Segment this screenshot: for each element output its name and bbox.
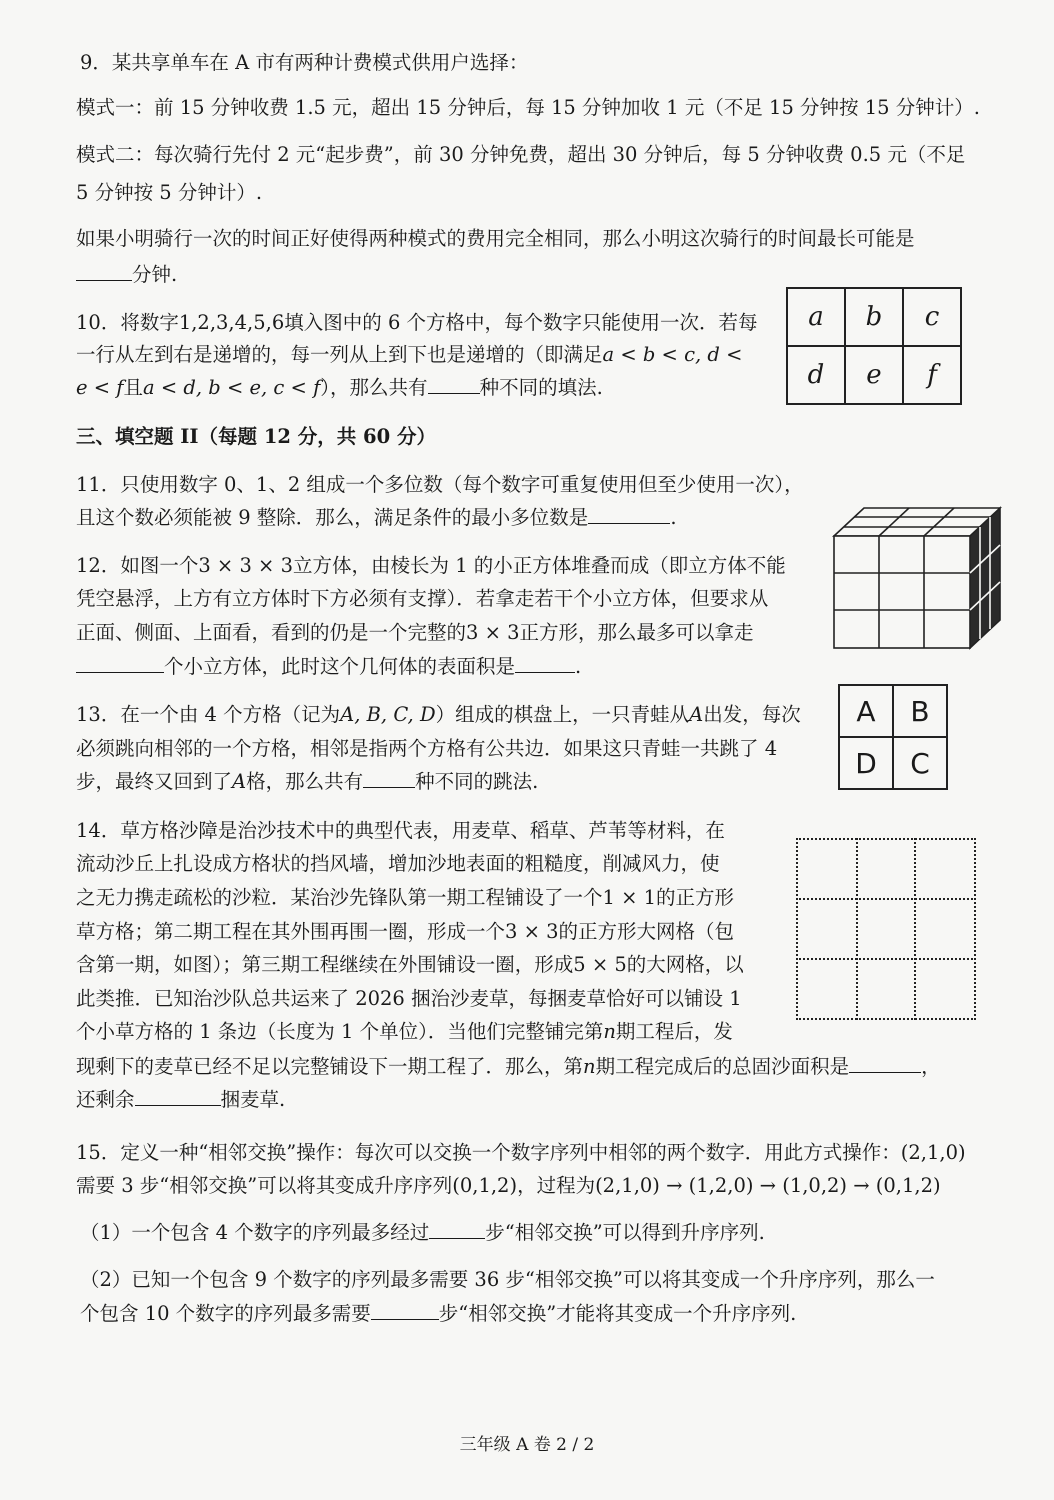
q15-part1: （1）一个包含 4 个数字的序列最多经过 步“相邻交换”可以得到升序序列. [80, 1221, 765, 1244]
q15-line2: 需要 3 步“相邻交换”可以将其变成升序序列(0,1,2)，过程为(2,1,0) → (1,2,0) → (1,0,2) → (0,1,2) [76, 1174, 941, 1197]
grid-cell: A [839, 685, 893, 737]
q13-line2: 必须跳向相邻的一个方格，相邻是指两个方格有公共边．如果这只青蛙一共跳了 4 [76, 737, 778, 760]
q10-line2: 一行从左到右是递增的，每一列从上到下也是递增的（即满足a < b < c, d < [76, 343, 743, 366]
q9-line6: 分钟. [76, 262, 177, 288]
q9-line2: 模式一：前 15 分钟收费 1.5 元，超出 15 分钟后，每 15 分钟加收 1 元（不足 15 分钟按 15 分钟计）. [76, 96, 980, 119]
q12-line3: 正面、侧面、上面看，看到的仍是一个完整的3 × 3正方形，那么最多可以拿走 [76, 621, 754, 644]
answer-blank[interactable] [849, 1054, 921, 1073]
q14-line3: 之无力携走疏松的沙粒．某治沙先锋队第一期工程铺设了一个1 × 1的正方形 [76, 886, 735, 909]
q14-line6: 此类推．已知治沙队总共运来了 2026 捆治沙麦草，每捆麦草恰好可以铺设 1 [76, 987, 742, 1010]
q10-line3: e < f且a < d, b < e, c < f），那么共有 种不同的填法. [76, 376, 603, 399]
q14-line5: 含第一期，如图）；第三期工程继续在外围铺设一圈，形成5 × 5的大网格，以 [76, 953, 744, 976]
q9-line1: 9．某共享单车在 A 市有两种计费模式供用户选择： [80, 51, 529, 74]
q10-line1: 10．将数字1,2,3,4,5,6填入图中的 6 个方格中，每个数字只能使用一次．若每 [76, 311, 758, 334]
answer-blank[interactable] [363, 769, 415, 788]
answer-blank[interactable] [515, 654, 575, 673]
grid-cell: C [893, 737, 947, 789]
q11-line2: 且这个数必须能被 9 整除．那么，满足条件的最小多位数是 . [76, 506, 677, 529]
q12-line1: 12．如图一个3 × 3 × 3立方体，由棱长为 1 的小正方体堆叠而成（即立方体不能 [76, 554, 786, 577]
q12-line2: 凭空悬浮，上方有立方体时下方必须有支撑）．若拿走若干个小立方体，但要求从 [76, 587, 769, 610]
answer-blank[interactable] [135, 1087, 221, 1106]
section-heading: 三、填空题 II（每题 12 分，共 60 分） [76, 425, 436, 448]
q14-line9: 还剩余 捆麦草. [76, 1088, 286, 1111]
q13-line1: 13．在一个由 4 个方格（记为A, B, C, D）组成的棋盘上，一只青蛙从A出发，每次 [76, 703, 801, 726]
grid-cell: e [845, 346, 903, 404]
page-footer: 三年级 A 卷 2 / 2 [459, 1435, 595, 1455]
grid-row-lines [796, 898, 976, 960]
q13-line3: 步，最终又回到了A格，那么共有 种不同的跳法. [76, 770, 539, 793]
answer-blank[interactable] [429, 1220, 485, 1239]
grid-cell: f [903, 346, 961, 404]
cube-3x3x3-figure [830, 502, 1010, 652]
grid-cell: D [839, 737, 893, 789]
grid-cell: a [787, 288, 845, 346]
q9-line5: 如果小明骑行一次的时间正好使得两种模式的费用完全相同，那么小明这次骑行的时间最长可能是 [76, 227, 915, 250]
abcdef-grid-figure [786, 287, 962, 405]
q14-line8: 现剩下的麦草已经不足以完整铺设下一期工程了．那么，第n期工程完成后的总固沙面积是 ， [76, 1055, 941, 1078]
q9-line4: 5 分钟按 5 分钟计）. [76, 181, 263, 204]
q14-line1: 14．草方格沙障是治沙技术中的典型代表，用麦草、稻草、芦苇等材料，在 [76, 819, 725, 842]
answer-blank[interactable] [588, 505, 670, 524]
q15-part2-line1: （2）已知一个包含 9 个数字的序列最多需要 36 步“相邻交换”可以将其变成一个升序序列，那么一 [80, 1268, 935, 1291]
q15-part2-line2: 个包含 10 个数字的序列最多需要 步“相邻交换”才能将其变成一个升序序列. [80, 1302, 797, 1325]
dotted-3x3-grid-figure [796, 838, 976, 1020]
q14-line7: 个小草方格的 1 条边（长度为 1 个单位）．当他们完整铺完第n期工程后，发 [76, 1020, 733, 1043]
q9-line3: 模式二：每次骑行先付 2 元“起步费”，前 30 分钟免费，超出 30 分钟后，每 5 分钟收费 0.5 元（不足 [76, 143, 966, 166]
answer-blank[interactable] [428, 375, 480, 394]
answer-blank[interactable] [76, 262, 132, 281]
grid-cell: c [903, 288, 961, 346]
q14-line4: 草方格；第二期工程在其外围再围一圈，形成一个3 × 3的正方形大网格（包 [76, 920, 735, 943]
grid-cell: d [787, 346, 845, 404]
grid-cell: b [845, 288, 903, 346]
q15-line1: 15．定义一种“相邻交换”操作：每次可以交换一个数字序列中相邻的两个数字．用此方式操作：(2,1,0) [76, 1141, 966, 1164]
answer-blank[interactable] [76, 654, 164, 673]
grid-cell: B [893, 685, 947, 737]
answer-blank[interactable] [371, 1301, 439, 1320]
q14-line2: 流动沙丘上扎设成方格状的挡风墙，增加沙地表面的粗糙度，削减风力，使 [76, 852, 720, 875]
q11-line1: 11．只使用数字 0、1、2 组成一个多位数（每个数字可重复使用但至少使用一次）， [76, 473, 804, 496]
q12-line4: 个小立方体，此时这个几何体的表面积是 . [76, 654, 581, 680]
abdc-grid-figure [838, 684, 948, 790]
